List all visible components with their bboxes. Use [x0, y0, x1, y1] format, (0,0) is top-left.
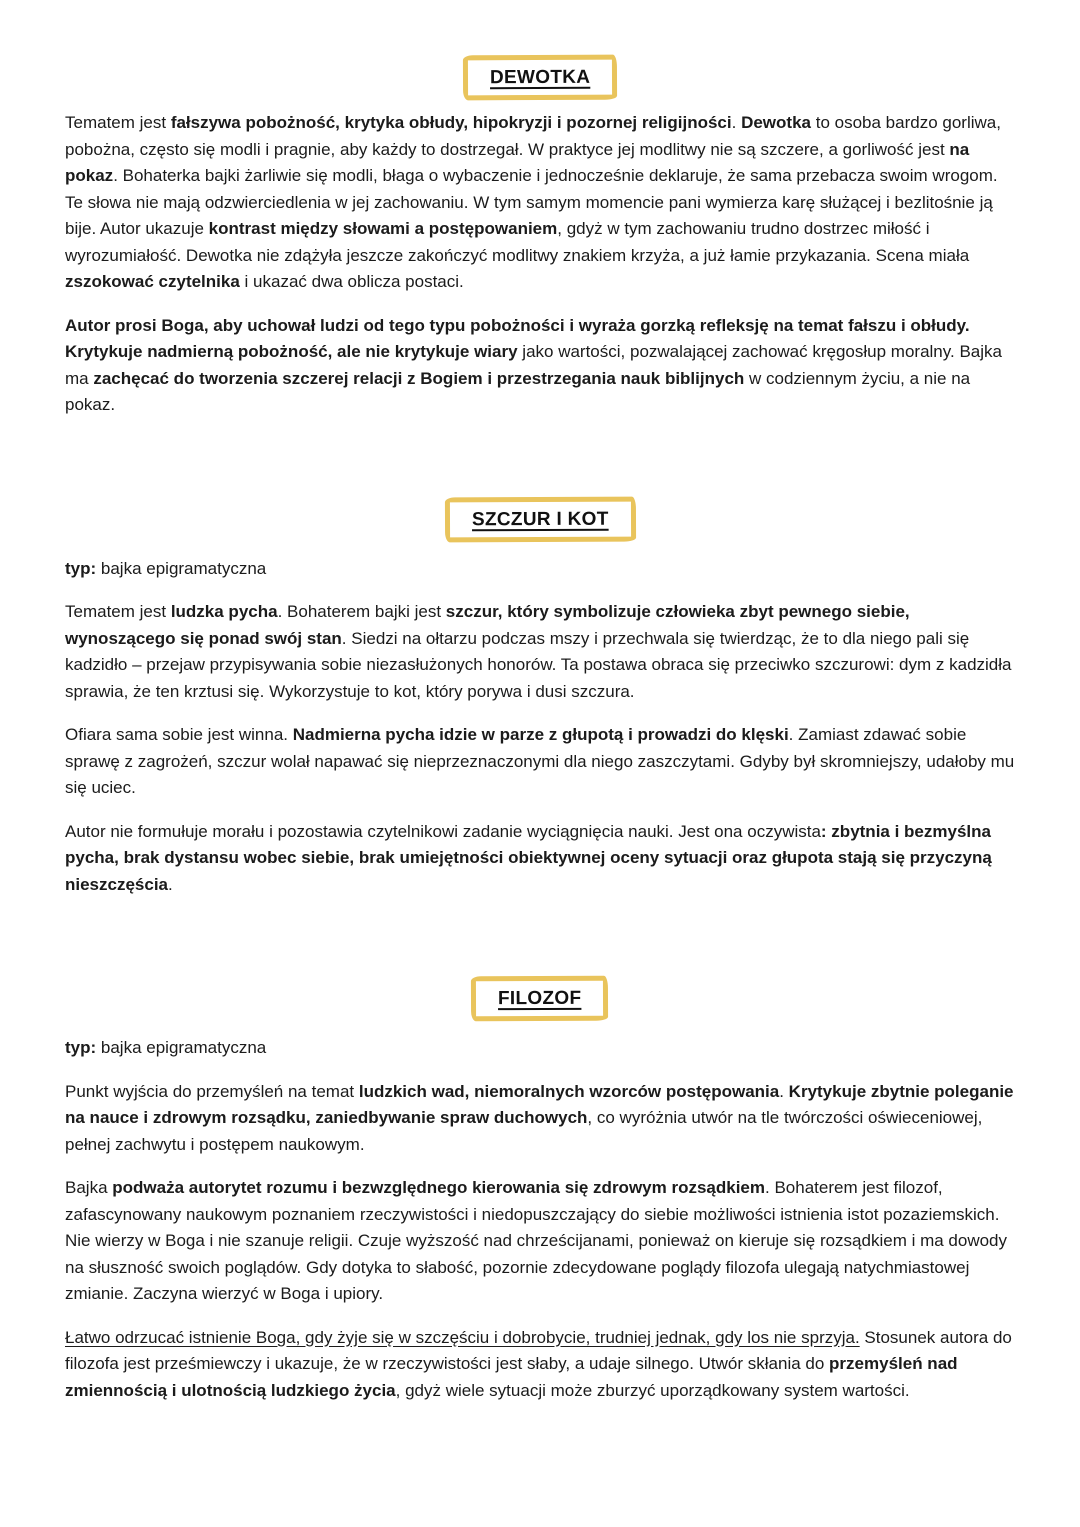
section-heading-row: [65, 497, 1015, 542]
paragraph: [65, 1079, 1015, 1159]
section-szczur-i-kot: [65, 497, 1015, 899]
text-run-bold: na pokaz: [65, 139, 970, 185]
text-run-bold: szczur, który symbolizuje człowieka zbyt pewnego siebie, wynoszącego się ponad swój stan: [65, 602, 910, 648]
paragraph: [65, 313, 1015, 419]
type-value: bajka epigramatyczna: [96, 1038, 267, 1057]
text-run-bold: kontrast między słowami a postępowaniem: [208, 219, 558, 238]
paragraph: [65, 1175, 1015, 1308]
type-line: [65, 556, 1015, 583]
paragraph: [65, 722, 1015, 802]
text-run: .: [168, 874, 173, 894]
text-run: w codziennym życiu, a nie na pokaz.: [65, 368, 971, 414]
text-run: , co wyróżnia utwór na tle twórczości oświeceniowej, pełnej zachwytu i postępem naukowym.: [65, 1108, 983, 1154]
text-run: . Bohaterem bajki jest: [277, 602, 446, 621]
paragraph: [65, 599, 1015, 705]
text-run: . Zamiast zdawać sobie sprawę z zagrożeń, szczur wolał napawać się nieprzeznaczonymi dla niego zaszczytami. Gdyby był skromniejszy, udałoby mu się uciec.: [65, 725, 1015, 797]
text-run-bold: : zbytnia i bezmyślna pycha, brak dystansu wobec siebie, brak umiejętności obiektywnej oceny sytuacji oraz głupota stają się przyczyną nieszczęścia: [65, 821, 992, 894]
text-run: Autor nie formułuje morału i pozostawia czytelnikowi zadanie wyciągnięcia nauki. Jest ona oczywista: [65, 821, 821, 841]
text-run-bold: fałszywa pobożność, krytyka obłudy, hipokryzji i pozornej religijności: [170, 113, 732, 132]
type-label: typ:: [65, 558, 97, 578]
text-run-bold: podważa autorytet rozumu i bezwzględnego kierowania się zdrowym rozsądkiem: [112, 1178, 765, 1197]
text-run: jako wartości, pozwalającej zachować kręgosłup moralny. Bajka ma: [65, 342, 1002, 388]
section-title: DEWOTKA: [489, 66, 591, 89]
paragraph: [65, 819, 1015, 899]
text-run: i ukazać dwa oblicza postaci.: [239, 272, 464, 291]
text-run-bold: Autor prosi Boga, aby uchował ludzi od tego typu pobożności i wyraża gorzką refleksję na temat fałszu i obłudy. Krytykuje nadmierną pobożność, ale nie krytykuje wiary: [65, 315, 970, 361]
paragraph: [65, 1325, 1015, 1405]
paragraph: [65, 110, 1015, 296]
text-run: Tematem jest: [65, 113, 171, 132]
section-title: FILOZOF: [498, 987, 582, 1010]
text-run-bold: ludzkich wad, niemoralnych wzorców postępowania: [358, 1081, 780, 1101]
type-value: bajka epigramatyczna: [96, 558, 267, 578]
section-heading-box: [445, 496, 636, 542]
text-run-bold: Nadmierna pycha idzie w parze z głupotą i prowadzi do klęski: [292, 725, 789, 744]
text-run: . Siedzi na ołtarzu podczas mszy i przechwala się twierdząc, że to dla niego pali się kadzidło – przejaw przypisywania sobie niezasłużonych honorów. Ta postawa obraca się przeciwko szczurowi: dym z kadzidła sprawia, że ten krztusi się. Wykorzystuje to kot, który porywa i dusi szczura.: [65, 628, 1012, 701]
text-run-underline: Łatwo odrzucać istnienie Boga, gdy żyje się w szczęściu i dobrobycie, trudniej jednak, gdy los nie sprzyja.: [65, 1327, 860, 1347]
text-run: Bajka: [65, 1178, 113, 1197]
text-run-bold: zachęcać do tworzenia szczerej relacji z Bogiem i przestrzegania nauk biblijnych: [93, 368, 745, 388]
section-heading-row: [65, 55, 1015, 100]
section-heading-box: [463, 55, 617, 101]
text-run: Punkt wyjścia do przemyśleń na temat: [65, 1081, 359, 1101]
text-run: . Bohaterem jest filozof, zafascynowany naukowym poznaniem rzeczywistości i niedopuszczający do siebie możliwości istnienia istot pozaziemskich. Nie wierzy w Boga i nie szanuje religii. Czuje wyższość nad chrześcijanami, ponieważ on kieruje się rozsądkiem i ma dowody na słuszność swoich poglądów. Gdy dotyka to słabość, pozornie zdecydowane poglądy filozofa ulegają natychmiastowej zmianie. Zaczyna wierzyć w Boga i upiory.: [65, 1178, 1008, 1303]
section-heading-box: [471, 976, 609, 1022]
text-run-bold: ludzka pycha: [170, 602, 278, 621]
section-dewotka: [65, 55, 1015, 419]
text-run-bold: przemyśleń nad zmiennością i ulotnością ludzkiego życia: [65, 1354, 958, 1400]
text-run: Ofiara sama sobie jest winna.: [65, 725, 293, 744]
type-line: [65, 1035, 1015, 1062]
type-label: typ:: [65, 1038, 97, 1057]
text-run-bold: zszokować czytelnika: [65, 272, 240, 291]
text-run: Stosunek autora do filozofa jest prześmiewczy i ukazuje, że w rzeczywistości jest słaby, a udaje silnego. Utwór skłania do: [65, 1327, 1012, 1373]
text-run: , gdyż wiele sytuacji może zburzyć uporządkowany system wartości.: [395, 1380, 910, 1400]
section-title: SZCZUR I KOT: [471, 508, 609, 530]
text-run: . Bohaterka bajki żarliwie się modli, błaga o wybaczenie i jednocześnie deklaruje, że sama przebacza swoim wrogom. Te słowa nie mają odzwierciedlenia w jej zachowaniu. W tym samym momencie pani wymierza karę służącej i bezlitośnie ją bije. Autor ukazuje: [65, 166, 998, 238]
text-run: to osoba bardzo gorliwa, pobożna, często się modli i pragnie, aby każdy to dostrzegał. W praktyce jej modlitwy nie są szczere, a gorliwość jest: [65, 113, 1001, 159]
text-run: Tematem jest: [65, 602, 171, 621]
section-heading-row: [65, 976, 1015, 1021]
section-filozof: [65, 976, 1015, 1404]
text-run: .: [731, 113, 742, 132]
text-run-bold: Krytykuje zbytnie poleganie na nauce i zdrowym rozsądku, zaniedbywanie spraw duchowych: [65, 1081, 1014, 1127]
text-run-bold: Dewotka: [741, 113, 811, 132]
text-run: .: [779, 1081, 789, 1101]
text-run: , gdyż w tym zachowaniu trudno dostrzec miłość i wyrozumiałość. Dewotka nie zdążyła jeszcze zakończyć modlitwy znakiem krzyża, a już łamie przykazania. Scena miała: [65, 219, 970, 265]
